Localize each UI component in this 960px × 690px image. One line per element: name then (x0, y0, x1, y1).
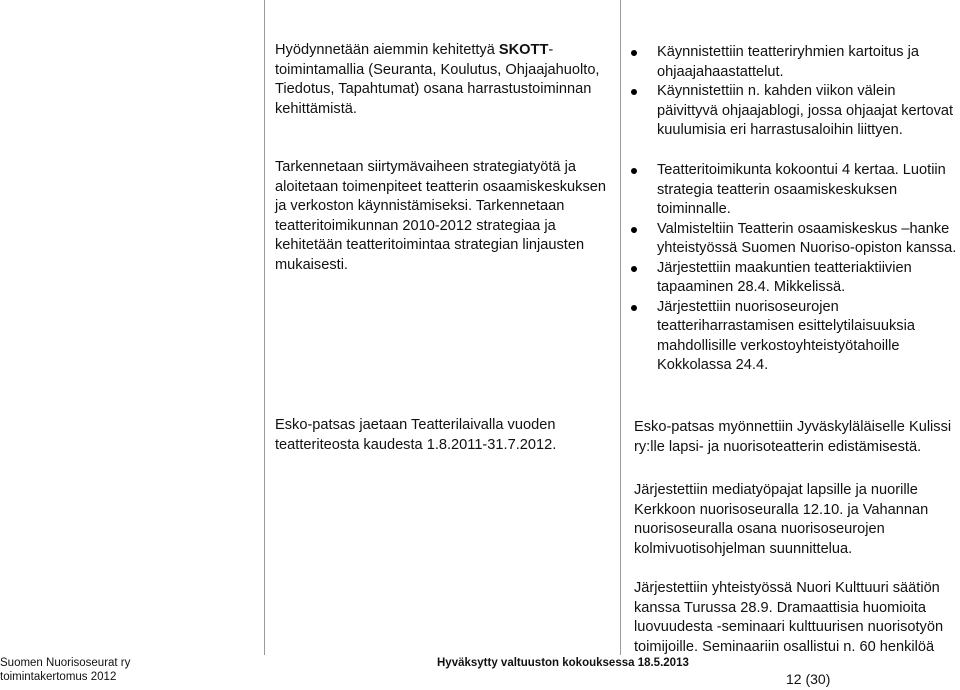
left-paragraph-skott-text-2: - toimintamallia (Seuranta, Koulutus, Ohjaajahuolto, Tiedotus, Tapahtumat) osana harrastustoiminnan kehittämistä. (275, 42, 600, 117)
page-number: 12 (30) (786, 671, 831, 687)
left-paragraph-skott-text-1: Hyödynnetään aiemmin kehitettyä (275, 42, 499, 58)
right-paragraph-media: Järjestettiin mediatyöpajat lapsille ja nuorille Kerkkoon nuorisoseuralla 12.10. ja Vahannan nuorisoseuralla osana nuorisoseurojen kolmivuotisohjelman suunnittelua. (634, 482, 929, 557)
bullet-item: Käynnistettiin n. kahden viikon välein päivittyvä ohjaajablogi, jossa ohjaajat kertovat kuulumisia eri harrastusaloihin liittyen. (629, 82, 960, 141)
right-bullets-top (629, 43, 960, 141)
footer-organization: Suomen Nuorisoseurat ry toimintakertomus 2012 (0, 657, 131, 683)
right-paragraph-seminar: Järjestettiin yhteistyössä Nuori Kulttuuri säätiön kanssa Turussa 28.9. Dramaattisia huomioita luovuudesta -seminaari kulttuurisen nuorisotyön toimijoille. Seminaariin osallistui n. 60 henkilöä (634, 580, 944, 655)
right-paragraph-esko: Esko-patsas myönnettiin Jyväskyläläiselle Kulissi ry:lle lapsi- ja nuorisoteatterin edistämisestä. (634, 419, 952, 455)
column-divider-middle (620, 0, 621, 655)
bullet-item: Käynnistettiin teatteriryhmien kartoitus ja ohjaajahaastattelut. (629, 43, 960, 82)
bullet-item: Järjestettiin maakuntien teatteriaktiivien tapaaminen 28.4. Mikkelissä. (629, 259, 960, 298)
bullet-item: Teatteritoimikunta kokoontui 4 kertaa. Luotiin strategia teatterin osaamiskeskuksen toiminnalle. (629, 161, 960, 220)
right-bullets-mid (629, 161, 960, 376)
bullet-item: Valmisteltiin Teatterin osaamiskeskus –hanke yhteistyössä Suomen Nuoriso-opiston kanssa. (629, 220, 960, 259)
footer-approval: Hyväksytty valtuuston kokouksessa 18.5.2013 (437, 657, 689, 669)
skott-bold: SKOTT (498, 42, 549, 58)
left-paragraph-skott (275, 41, 615, 119)
left-paragraph-strategy: Tarkennetaan siirtymävaiheen strategiatyötä ja aloitetaan toimenpiteet teatterin osaamiskeskuksen ja verkoston käynnistämiseksi. Tarkennetaan teatteritoimikunnan 2010-2012 strategiaa ja kehitetään teatteritoimintaa strategian linjausten mukaisesti. (275, 159, 606, 273)
column-divider-left (264, 0, 265, 655)
bullet-item: Järjestettiin nuorisoseurojen teatteriharrastamisen esittelytilaisuuksia mahdollisille verkostoyhteistyötahoille Kokkolassa 24.4. (629, 298, 960, 376)
left-paragraph-esko: Esko-patsas jaetaan Teatterilaivalla vuoden teatteriteosta kaudesta 1.8.2011-31.7.2012. (275, 417, 557, 453)
